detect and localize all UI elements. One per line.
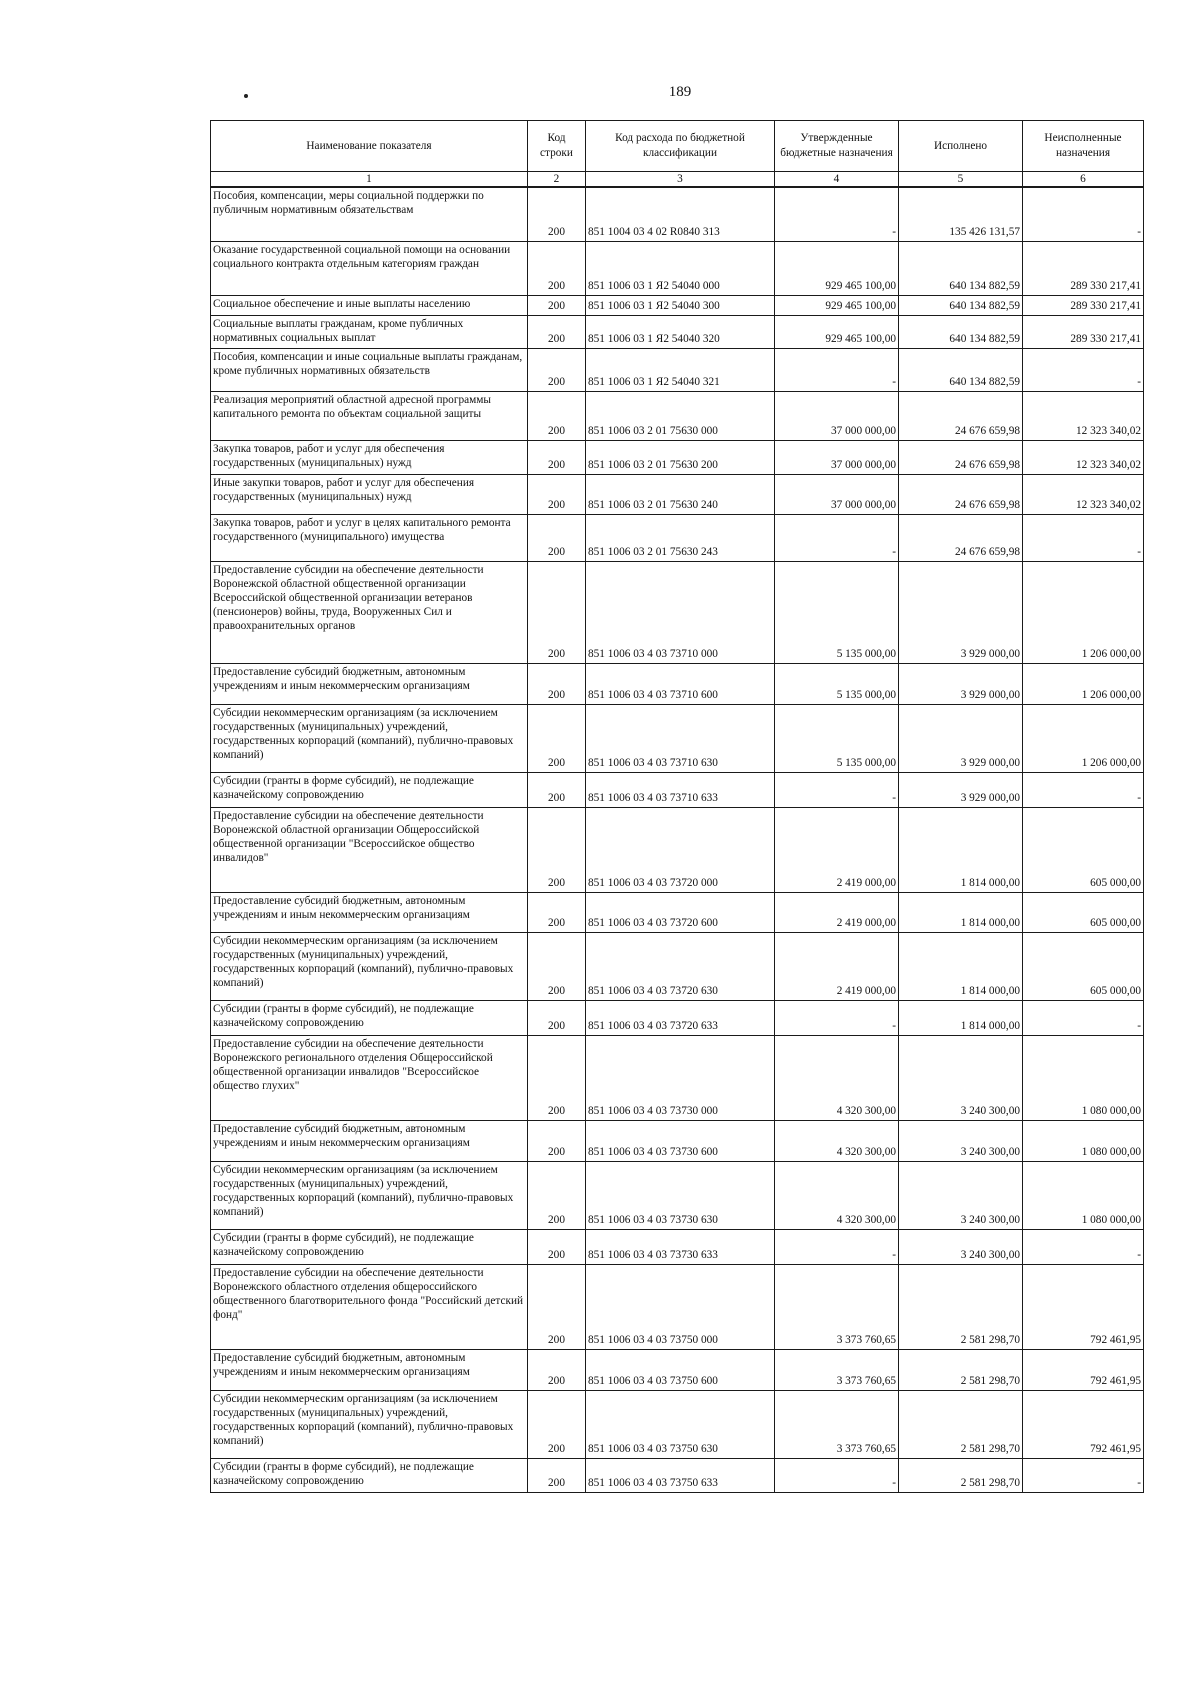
table-row — [211, 772, 1144, 807]
row-executed: 1 814 000,00 — [899, 932, 1023, 1000]
row-name: Социальные выплаты гражданам, кроме публичных нормативных социальных выплат — [211, 315, 528, 348]
row-executed: 1 814 000,00 — [899, 807, 1023, 892]
table-row — [211, 391, 1144, 440]
row-approved: - — [775, 772, 899, 807]
row-unexecuted: 289 330 217,41 — [1023, 315, 1144, 348]
row-executed: 24 676 659,98 — [899, 440, 1023, 474]
row-approved: 5 135 000,00 — [775, 663, 899, 704]
row-executed: 3 929 000,00 — [899, 772, 1023, 807]
row-unexecuted: 12 323 340,02 — [1023, 391, 1144, 440]
row-unexecuted: - — [1023, 514, 1144, 561]
row-approved: 37 000 000,00 — [775, 440, 899, 474]
row-unexecuted: 1 080 000,00 — [1023, 1161, 1144, 1229]
row-budget-code: 851 1006 03 4 03 73720 633 — [586, 1000, 775, 1035]
row-line-code: 200 — [528, 1264, 586, 1349]
table-row — [211, 348, 1144, 391]
row-unexecuted: - — [1023, 187, 1144, 241]
row-name: Субсидии некоммерческим организациям (за исключением государственных (муниципальных) учреждений, государственных корпораций (компаний), публично-правовых компаний) — [211, 1390, 528, 1458]
row-line-code: 200 — [528, 1161, 586, 1229]
row-approved: 37 000 000,00 — [775, 391, 899, 440]
row-line-code: 200 — [528, 295, 586, 315]
row-line-code: 200 — [528, 474, 586, 514]
row-unexecuted: - — [1023, 1458, 1144, 1492]
row-approved: - — [775, 1458, 899, 1492]
row-budget-code: 851 1006 03 4 03 73710 630 — [586, 704, 775, 772]
row-budget-code: 851 1006 03 1 Я2 54040 320 — [586, 315, 775, 348]
row-approved: 4 320 300,00 — [775, 1161, 899, 1229]
row-executed: 1 814 000,00 — [899, 1000, 1023, 1035]
table-row — [211, 932, 1144, 1000]
row-budget-code: 851 1006 03 4 03 73730 000 — [586, 1035, 775, 1120]
row-name: Субсидии некоммерческим организациям (за исключением государственных (муниципальных) учреждений, государственных корпораций (компаний), публично-правовых компаний) — [211, 932, 528, 1000]
row-line-code: 200 — [528, 1035, 586, 1120]
row-name: Предоставление субсидии на обеспечение деятельности Воронежской областной организации Общероссийской общественной организации "Всероссийское общество инвалидов" — [211, 807, 528, 892]
column-number: 4 — [775, 172, 899, 188]
row-name: Реализация мероприятий областной адресной программы капитального ремонта по объектам социальной защиты — [211, 391, 528, 440]
row-executed: 3 929 000,00 — [899, 704, 1023, 772]
row-budget-code: 851 1006 03 4 03 73720 000 — [586, 807, 775, 892]
row-approved: 929 465 100,00 — [775, 315, 899, 348]
row-unexecuted: 12 323 340,02 — [1023, 474, 1144, 514]
row-approved: 4 320 300,00 — [775, 1035, 899, 1120]
row-line-code: 200 — [528, 1390, 586, 1458]
budget-execution-table — [210, 120, 1144, 1493]
row-budget-code: 851 1006 03 4 03 73730 600 — [586, 1120, 775, 1161]
header-line-code: Код строки — [528, 121, 586, 172]
header-executed: Исполнено — [899, 121, 1023, 172]
row-budget-code: 851 1006 03 4 03 73750 000 — [586, 1264, 775, 1349]
row-approved: - — [775, 1229, 899, 1264]
row-approved: 4 320 300,00 — [775, 1120, 899, 1161]
row-name: Предоставление субсидий бюджетным, автономным учреждениям и иным некоммерческим организациям — [211, 1349, 528, 1390]
row-line-code: 200 — [528, 315, 586, 348]
column-number: 3 — [586, 172, 775, 188]
table-row — [211, 295, 1144, 315]
row-budget-code: 851 1006 03 2 01 75630 240 — [586, 474, 775, 514]
table-row — [211, 1458, 1144, 1492]
row-budget-code: 851 1006 03 4 03 73730 633 — [586, 1229, 775, 1264]
row-executed: 135 426 131,57 — [899, 187, 1023, 241]
row-executed: 24 676 659,98 — [899, 514, 1023, 561]
row-approved: - — [775, 1000, 899, 1035]
row-executed: 640 134 882,59 — [899, 348, 1023, 391]
row-line-code: 200 — [528, 1349, 586, 1390]
row-budget-code: 851 1006 03 1 Я2 54040 300 — [586, 295, 775, 315]
row-unexecuted: 792 461,95 — [1023, 1264, 1144, 1349]
row-unexecuted: - — [1023, 1229, 1144, 1264]
row-budget-code: 851 1006 03 4 03 73750 633 — [586, 1458, 775, 1492]
row-executed: 24 676 659,98 — [899, 474, 1023, 514]
row-approved: 929 465 100,00 — [775, 295, 899, 315]
row-budget-code: 851 1006 03 2 01 75630 200 — [586, 440, 775, 474]
row-name: Пособия, компенсации и иные социальные выплаты гражданам, кроме публичных нормативных обязательств — [211, 348, 528, 391]
row-approved: 37 000 000,00 — [775, 474, 899, 514]
row-budget-code: 851 1006 03 4 03 73730 630 — [586, 1161, 775, 1229]
row-executed: 3 240 300,00 — [899, 1229, 1023, 1264]
row-budget-code: 851 1006 03 4 03 73710 633 — [586, 772, 775, 807]
table-row — [211, 1229, 1144, 1264]
row-line-code: 200 — [528, 772, 586, 807]
row-unexecuted: 289 330 217,41 — [1023, 295, 1144, 315]
row-executed: 2 581 298,70 — [899, 1264, 1023, 1349]
row-budget-code: 851 1006 03 4 03 73750 630 — [586, 1390, 775, 1458]
table-row — [211, 1120, 1144, 1161]
row-executed: 3 240 300,00 — [899, 1035, 1023, 1120]
row-budget-code: 851 1006 03 4 03 73720 630 — [586, 932, 775, 1000]
row-line-code: 200 — [528, 440, 586, 474]
row-line-code: 200 — [528, 932, 586, 1000]
row-line-code: 200 — [528, 514, 586, 561]
table-row — [211, 807, 1144, 892]
table-row — [211, 1035, 1144, 1120]
row-executed: 3 240 300,00 — [899, 1161, 1023, 1229]
row-approved: 5 135 000,00 — [775, 704, 899, 772]
row-name: Субсидии некоммерческим организациям (за исключением государственных (муниципальных) учреждений, государственных корпораций (компаний), публично-правовых компаний) — [211, 704, 528, 772]
row-budget-code: 851 1006 03 1 Я2 54040 321 — [586, 348, 775, 391]
row-unexecuted: 1 080 000,00 — [1023, 1120, 1144, 1161]
table-row — [211, 1161, 1144, 1229]
row-unexecuted: 792 461,95 — [1023, 1349, 1144, 1390]
row-line-code: 200 — [528, 348, 586, 391]
row-name: Субсидии (гранты в форме субсидий), не подлежащие казначейскому сопровождению — [211, 1458, 528, 1492]
row-budget-code: 851 1006 03 4 03 73750 600 — [586, 1349, 775, 1390]
row-unexecuted: 605 000,00 — [1023, 932, 1144, 1000]
row-unexecuted: 792 461,95 — [1023, 1390, 1144, 1458]
header-unexecuted: Неисполненные назначения — [1023, 121, 1144, 172]
table-row — [211, 514, 1144, 561]
row-name: Субсидии (гранты в форме субсидий), не подлежащие казначейскому сопровождению — [211, 1229, 528, 1264]
row-name: Предоставление субсидии на обеспечение деятельности Воронежской областной общественной организации Всероссийской общественной организации ветеранов (пенсионеров) войны, труда, Вооруженных Сил и правоохранительных органов — [211, 561, 528, 663]
row-unexecuted: 1 206 000,00 — [1023, 561, 1144, 663]
row-name: Оказание государственной социальной помощи на основании социального контракта отдельным категориям граждан — [211, 241, 528, 295]
row-unexecuted: - — [1023, 348, 1144, 391]
row-unexecuted: 1 080 000,00 — [1023, 1035, 1144, 1120]
row-approved: 3 373 760,65 — [775, 1264, 899, 1349]
header-row — [211, 121, 1144, 172]
row-budget-code: 851 1006 03 1 Я2 54040 000 — [586, 241, 775, 295]
row-executed: 2 581 298,70 — [899, 1390, 1023, 1458]
table-row — [211, 1000, 1144, 1035]
row-budget-code: 851 1006 03 4 03 73710 000 — [586, 561, 775, 663]
row-line-code: 200 — [528, 391, 586, 440]
row-line-code: 200 — [528, 892, 586, 932]
row-approved: - — [775, 187, 899, 241]
row-executed: 3 929 000,00 — [899, 663, 1023, 704]
column-number-row — [211, 172, 1144, 188]
row-executed: 3 929 000,00 — [899, 561, 1023, 663]
row-line-code: 200 — [528, 1229, 586, 1264]
row-executed: 2 581 298,70 — [899, 1349, 1023, 1390]
row-executed: 640 134 882,59 — [899, 241, 1023, 295]
row-name: Предоставление субсидий бюджетным, автономным учреждениям и иным некоммерческим организациям — [211, 892, 528, 932]
table-row — [211, 1264, 1144, 1349]
row-unexecuted: - — [1023, 1000, 1144, 1035]
table-row — [211, 663, 1144, 704]
row-unexecuted: 1 206 000,00 — [1023, 663, 1144, 704]
table-row — [211, 1349, 1144, 1390]
row-unexecuted: 605 000,00 — [1023, 807, 1144, 892]
row-line-code: 200 — [528, 187, 586, 241]
column-number: 2 — [528, 172, 586, 188]
row-executed: 2 581 298,70 — [899, 1458, 1023, 1492]
row-name: Пособия, компенсации, меры социальной поддержки по публичным нормативным обязательствам — [211, 187, 528, 241]
row-line-code: 200 — [528, 561, 586, 663]
table-row — [211, 315, 1144, 348]
table-row — [211, 704, 1144, 772]
row-approved: 3 373 760,65 — [775, 1349, 899, 1390]
row-budget-code: 851 1006 03 2 01 75630 000 — [586, 391, 775, 440]
row-approved: - — [775, 348, 899, 391]
row-approved: 5 135 000,00 — [775, 561, 899, 663]
table-body — [211, 187, 1144, 1492]
row-budget-code: 851 1006 03 4 03 73710 600 — [586, 663, 775, 704]
row-line-code: 200 — [528, 807, 586, 892]
row-name: Закупка товаров, работ и услуг для обеспечения государственных (муниципальных) нужд — [211, 440, 528, 474]
row-line-code: 200 — [528, 1120, 586, 1161]
row-name: Предоставление субсидии на обеспечение деятельности Воронежского областного отделения общероссийского общественного благотворительного фонда "Российский детский фонд" — [211, 1264, 528, 1349]
row-unexecuted: 289 330 217,41 — [1023, 241, 1144, 295]
row-line-code: 200 — [528, 704, 586, 772]
row-line-code: 200 — [528, 663, 586, 704]
table-row — [211, 474, 1144, 514]
row-name: Субсидии (гранты в форме субсидий), не подлежащие казначейскому сопровождению — [211, 1000, 528, 1035]
column-number: 1 — [211, 172, 528, 188]
row-name: Предоставление субсидий бюджетным, автономным учреждениям и иным некоммерческим организациям — [211, 1120, 528, 1161]
row-executed: 3 240 300,00 — [899, 1120, 1023, 1161]
table-row — [211, 440, 1144, 474]
row-approved: - — [775, 514, 899, 561]
row-executed: 1 814 000,00 — [899, 892, 1023, 932]
row-name: Субсидии (гранты в форме субсидий), не подлежащие казначейскому сопровождению — [211, 772, 528, 807]
row-approved: 929 465 100,00 — [775, 241, 899, 295]
table-row — [211, 561, 1144, 663]
row-budget-code: 851 1006 03 4 03 73720 600 — [586, 892, 775, 932]
row-line-code: 200 — [528, 241, 586, 295]
row-line-code: 200 — [528, 1458, 586, 1492]
header-indicator-name: Наименование показателя — [211, 121, 528, 172]
table-row — [211, 1390, 1144, 1458]
header-budget-code: Код расхода по бюджетной классификации — [586, 121, 775, 172]
row-executed: 640 134 882,59 — [899, 295, 1023, 315]
table-row — [211, 241, 1144, 295]
row-budget-code: 851 1006 03 2 01 75630 243 — [586, 514, 775, 561]
page-number: 189 — [668, 84, 692, 100]
row-unexecuted: 605 000,00 — [1023, 892, 1144, 932]
row-name: Предоставление субсидии на обеспечение деятельности Воронежского регионального отделения Общероссийской общественной организации инвалидов "Всероссийское общество глухих" — [211, 1035, 528, 1120]
column-number: 6 — [1023, 172, 1144, 188]
row-name: Социальное обеспечение и иные выплаты населению — [211, 295, 528, 315]
row-approved: 2 419 000,00 — [775, 932, 899, 1000]
row-executed: 24 676 659,98 — [899, 391, 1023, 440]
row-unexecuted: 1 206 000,00 — [1023, 704, 1144, 772]
row-name: Иные закупки товаров, работ и услуг для обеспечения государственных (муниципальных) нужд — [211, 474, 528, 514]
row-approved: 2 419 000,00 — [775, 892, 899, 932]
row-name: Предоставление субсидий бюджетным, автономным учреждениям и иным некоммерческим организациям — [211, 663, 528, 704]
table-row — [211, 892, 1144, 932]
table-row — [211, 187, 1144, 241]
row-executed: 640 134 882,59 — [899, 315, 1023, 348]
row-line-code: 200 — [528, 1000, 586, 1035]
row-unexecuted: 12 323 340,02 — [1023, 440, 1144, 474]
row-unexecuted: - — [1023, 772, 1144, 807]
row-approved: 2 419 000,00 — [775, 807, 899, 892]
row-name: Субсидии некоммерческим организациям (за исключением государственных (муниципальных) учреждений, государственных корпораций (компаний), публично-правовых компаний) — [211, 1161, 528, 1229]
row-budget-code: 851 1004 03 4 02 R0840 313 — [586, 187, 775, 241]
header-approved: Утвержденные бюджетные назначения — [775, 121, 899, 172]
row-name: Закупка товаров, работ и услуг в целях капитального ремонта государственного (муниципального) имущества — [211, 514, 528, 561]
column-number: 5 — [899, 172, 1023, 188]
row-approved: 3 373 760,65 — [775, 1390, 899, 1458]
